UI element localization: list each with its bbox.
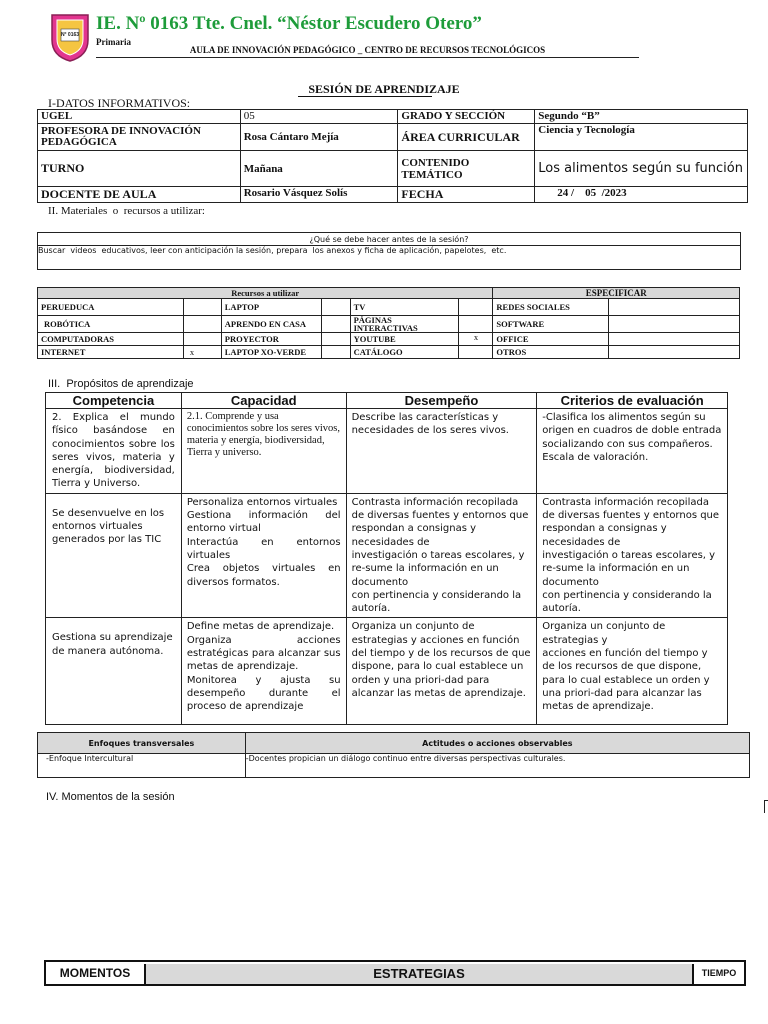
recursos-header-left: Recursos a utilizar (38, 288, 493, 299)
turno-value: Mañana (240, 151, 398, 187)
ugel-label: UGEL (38, 110, 241, 124)
recurso-especificar (609, 346, 740, 359)
session-title: SESIÓN DE APRENDIZAJE (308, 82, 460, 96)
page-edge-mark (764, 800, 768, 813)
section4-title: IV. Momentos de la sesión (46, 791, 175, 803)
datos-table (37, 109, 748, 203)
recurso-label: INTERNET (38, 346, 184, 359)
capacidad-cell: Define metas de aprendizaje. Organiza acciones estratégicas para alcanzar sus metas de aprendizaje. Monitorea y ajusta su desempeño durante el proceso de aprendizaje (181, 618, 346, 725)
recurso-label: OFFICE (493, 333, 609, 346)
recurso-especificar (609, 316, 740, 333)
recurso-label: PROYECTOR (221, 333, 321, 346)
school-title: IE. Nº 0163 Tte. Cnel. “Néstor Escudero Otero” (96, 13, 482, 34)
momentos-header (44, 960, 746, 986)
area-label: ÁREA CURRICULAR (398, 124, 535, 151)
recurso-mark: x (459, 333, 493, 346)
capacidad-cell: Personaliza entornos virtuales Gestiona información del entorno virtual Interactúa en entornos virtuales Crea objetos virtuales en diversos formatos. (181, 493, 346, 618)
col-header-desempeno: Desempeño (346, 393, 537, 409)
recurso-label: YOUTUBE (350, 333, 459, 346)
recurso-label: TV (350, 299, 459, 316)
desempeno-cell: Describe las características y necesidades de los seres vivos. (346, 409, 537, 494)
criterios-cell: -Clasifica los alimentos según su origen en cuadros de doble entrada socializando con sus compañeros. Escala de valoración. (537, 409, 728, 494)
recurso-label: LAPTOP (221, 299, 321, 316)
antes-header: ¿Qué se debe hacer antes de la sesión? (38, 233, 741, 246)
antes-table (37, 232, 741, 270)
recurso-especificar (609, 299, 740, 316)
recurso-label: ROBÓTICA (38, 316, 184, 333)
col-header-competencia: Competencia (46, 393, 182, 409)
recurso-label: CATÁLOGO (350, 346, 459, 359)
recurso-mark (459, 316, 493, 333)
profesora-label: PROFESORA DE INNOVACIÓN PEDAGÓGICA (38, 124, 241, 151)
col-header-capacidad: Capacidad (181, 393, 346, 409)
recursos-header-right: ESPECIFICAR (493, 288, 740, 299)
logo-text: N° 0163 (60, 32, 80, 38)
aula-line: AULA DE INNOVACIÓN PEDAGÓGICO _ CENTRO DE RECURSOS TECNOLÓGICOS (96, 45, 639, 58)
competencia-cell: 2. Explica el mundo físico basándose en conocimientos sobre los seres vivos, materia y energía, biodiversidad, Tierra y Universo. (46, 409, 182, 494)
enfoques-table (37, 732, 750, 778)
antes-text: Buscar videos educativos, leer con anticipación la sesión, prepara los anexos y ficha de aplicación, papelotes, etc. (38, 246, 741, 270)
recurso-mark (183, 333, 221, 346)
col-header-criterios: Criterios de evaluación (537, 393, 728, 409)
recurso-mark (459, 346, 493, 359)
recurso-label: PÁGINAS INTERACTIVAS (350, 316, 459, 333)
estrategias-col-label: ESTRATEGIAS (146, 964, 694, 984)
criterios-cell: Contrasta información recopilada de diversas fuentes y entornos que respondan a consignas y necesidades de investigación o tareas escolares, y re-sume la información en un documento con pertinencia y considerando la autoría. (537, 493, 728, 618)
section2-title: II. Materiales o recursos a utilizar: (48, 205, 205, 217)
grado-label: GRADO Y SECCIÓN (398, 110, 535, 124)
recurso-mark (459, 299, 493, 316)
recurso-mark (321, 333, 350, 346)
section3-title: III. Propósitos de aprendizaje (48, 378, 194, 390)
recurso-mark: x (183, 346, 221, 359)
school-logo (48, 12, 92, 62)
docente-label: DOCENTE DE AULA (38, 187, 241, 203)
competencia-cell: Gestiona su aprendizaje de manera autónoma. (46, 618, 182, 725)
ugel-value: 05 (240, 110, 398, 124)
recurso-label: PERUEDUCA (38, 299, 184, 316)
enfoque-value: -Enfoque Intercultural (38, 754, 246, 778)
section1-title: I-DATOS INFORMATIVOS: (48, 96, 191, 110)
recurso-mark (183, 316, 221, 333)
contenido-value: Los alimentos según su función (535, 151, 748, 187)
capacidad-cell: 2.1. Comprende y usa conocimientos sobre los seres vivos, materia y energía, biodiversidad, Tierra y universo. (181, 409, 346, 494)
contenido-label: CONTENIDO TEMÁTICO (398, 151, 535, 187)
recurso-mark (321, 346, 350, 359)
momentos-col-label: MOMENTOS (46, 964, 146, 984)
enfoques-header-right: Actitudes o acciones observables (245, 733, 749, 754)
propositos-table (45, 392, 728, 725)
grado-value: Segundo “B” (535, 110, 748, 124)
turno-label: TURNO (38, 151, 241, 187)
recurso-mark (183, 299, 221, 316)
recursos-table (37, 287, 740, 359)
criterios-cell: Organiza un conjunto de estrategias y acciones en función del tiempo y de los recursos de que dispone, para lo cual establece un orden y una priori-dad para alcanzar las metas de aprendizaje. (537, 618, 728, 725)
enfoques-header-left: Enfoques transversales (38, 733, 246, 754)
profesora-value: Rosa Cántaro Mejía (240, 124, 398, 151)
recurso-label: OTROS (493, 346, 609, 359)
recurso-label: APRENDO EN CASA (221, 316, 321, 333)
fecha-value: 24 / 05 /2023 (535, 187, 748, 203)
competencia-cell: Se desenvuelve en los entornos virtuales generados por las TIC (46, 493, 182, 618)
desempeno-cell: Contrasta información recopilada de diversas fuentes y entornos que respondan a consignas y necesidades de investigación o tareas escolares, y re-sume la información en un documento con pertinencia y considerando la autoría. (346, 493, 537, 618)
docente-value: Rosario Vásquez Solís (240, 187, 398, 203)
fecha-label: FECHA (398, 187, 535, 203)
desempeno-cell: Organiza un conjunto de estrategias y acciones en función del tiempo y de los recursos de que dispone, para lo cual establece un orden y una priori-dad para alcanzar las metas de aprendizaje. (346, 618, 537, 725)
recurso-label: SOFTWARE (493, 316, 609, 333)
school-level: Primaria (96, 37, 131, 47)
recurso-label: COMPUTADORAS (38, 333, 184, 346)
area-value: Ciencia y Tecnología (535, 124, 748, 151)
session-title-underline (298, 96, 432, 97)
recurso-mark (321, 316, 350, 333)
recurso-label: REDES SOCIALES (493, 299, 609, 316)
tiempo-col-label: TIEMPO (701, 968, 737, 978)
recurso-especificar (609, 333, 740, 346)
recurso-mark (321, 299, 350, 316)
recurso-label: LAPTOP XO-VERDE (221, 346, 321, 359)
actitud-value: -Docentes propician un diálogo continuo entre diversas perspectivas culturales. (245, 754, 749, 778)
